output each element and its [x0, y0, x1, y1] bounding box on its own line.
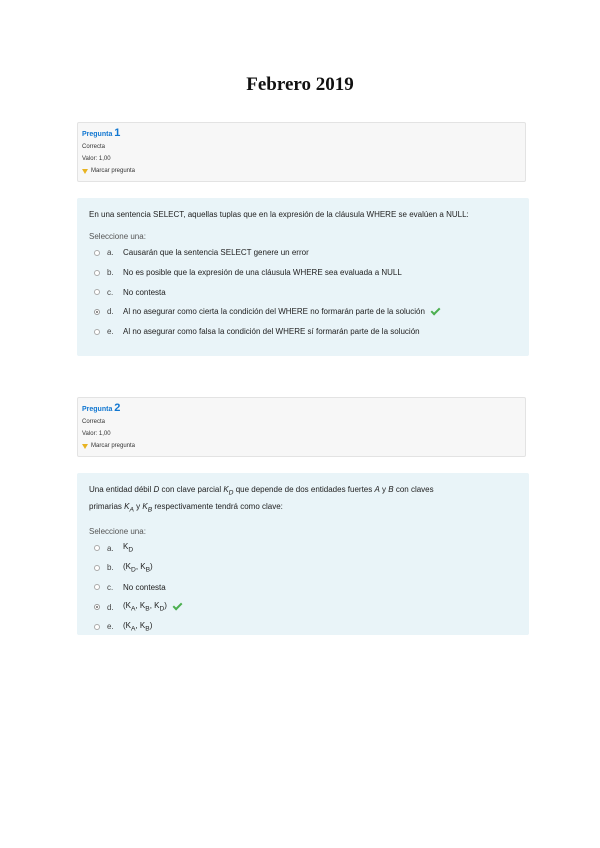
option-subscript: A [131, 605, 136, 613]
option-letter: d. [107, 602, 114, 612]
flag-question-button[interactable] [82, 440, 521, 452]
option-text [123, 621, 152, 633]
text-part: B [147, 506, 153, 514]
option-text [123, 601, 167, 613]
text-part: K [223, 485, 229, 494]
option-text-part: , K [135, 601, 146, 611]
page-title: Febrero 2019 [246, 74, 354, 95]
option-letter: e. [107, 622, 114, 632]
option-text-part: (K [123, 620, 131, 630]
option-text-part: , K [135, 561, 146, 571]
option-text-part: (K [123, 601, 131, 611]
answer-option-c[interactable] [89, 282, 519, 302]
radio-button[interactable] [94, 565, 100, 571]
option-letter: c. [107, 582, 114, 592]
option-letter: a. [107, 248, 114, 258]
text-part: y [379, 485, 389, 494]
radio-button[interactable] [94, 250, 100, 256]
radio-button-selected[interactable] [94, 604, 100, 610]
select-prompt: Seleccione una: [89, 527, 146, 537]
option-text-part: , K [135, 620, 146, 630]
radio-button[interactable] [94, 584, 100, 590]
question-number [82, 127, 521, 141]
text-part: A [129, 506, 134, 514]
option-letter: c. [107, 287, 114, 297]
question-text: En una sentencia SELECT, aquellas tuplas que en la expresión de la cláusula WHERE se evalúen a NULL: [89, 210, 469, 219]
text-part: con clave parcial [159, 485, 224, 494]
question-2-content [77, 473, 529, 635]
answer-option-d[interactable] [89, 302, 519, 322]
option-letter: a. [107, 543, 114, 553]
option-subscript: B [145, 566, 151, 574]
option-letter: e. [107, 327, 114, 337]
radio-button[interactable] [94, 329, 100, 335]
question-number-value: 1 [114, 127, 121, 139]
question-1-info [77, 122, 526, 182]
option-text-part: , K [149, 601, 160, 611]
radio-button[interactable] [94, 545, 100, 551]
text-part: K [142, 501, 148, 511]
text-part: K [124, 501, 130, 511]
question-status: Correcta [82, 144, 106, 150]
text-part: que depende de dos entidades fuertes [233, 485, 375, 494]
option-subscript: B [145, 605, 150, 613]
text-part: con claves [393, 485, 434, 494]
option-subscript: D [128, 546, 134, 554]
question-2-info [77, 397, 526, 457]
answer-option-a[interactable] [89, 538, 519, 558]
text-part: B [388, 485, 394, 494]
question-score: Valor: 1,00 [82, 431, 111, 437]
option-letter: b. [107, 268, 114, 278]
answer-option-a[interactable] [89, 243, 519, 263]
flag-question-label: Marcar pregunta [91, 168, 136, 174]
text-part: y [133, 501, 143, 511]
option-text: No contesta [123, 287, 166, 297]
question-label: Pregunta [82, 131, 113, 138]
option-letter: d. [107, 307, 114, 317]
check-icon [430, 305, 440, 315]
radio-button[interactable] [94, 289, 100, 295]
answer-option-d[interactable] [89, 597, 519, 617]
option-subscript: D [131, 566, 136, 574]
text-part: D [228, 489, 234, 497]
question-status: Correcta [82, 419, 106, 425]
flag-icon [82, 169, 88, 174]
radio-button[interactable] [94, 624, 100, 630]
option-text: Al no asegurar como cierta la condición del WHERE no formarán parte de la solución [123, 307, 425, 317]
option-text-part: ) [150, 561, 153, 571]
option-letter: b. [107, 563, 114, 573]
answer-option-b[interactable] [89, 558, 519, 578]
option-subscript: A [131, 625, 136, 633]
question-1-content [77, 198, 529, 356]
option-text-part: ) [164, 601, 167, 611]
option-text [123, 562, 153, 574]
flag-icon [82, 444, 88, 449]
option-text [123, 542, 133, 554]
option-text: Causarán que la sentencia SELECT genere un error [123, 248, 309, 258]
answer-option-e[interactable] [89, 322, 519, 342]
text-part: respectivamente tendrá como clave: [152, 501, 283, 511]
question-number [82, 402, 521, 416]
question-label: Pregunta [82, 406, 113, 413]
check-icon [173, 601, 183, 611]
option-subscript: D [159, 605, 165, 613]
answer-option-b[interactable] [89, 263, 519, 283]
text-part: A [374, 485, 380, 494]
text-part: D [153, 485, 160, 494]
flag-question-button[interactable] [82, 165, 521, 177]
option-text: Al no asegurar como falsa la condición del WHERE sí formarán parte de la solución [123, 327, 420, 337]
option-text-part: K [123, 542, 129, 552]
answer-option-e[interactable] [89, 617, 519, 637]
radio-button-selected[interactable] [94, 309, 100, 315]
radio-button[interactable] [94, 270, 100, 276]
select-prompt: Seleccione una: [89, 232, 146, 241]
answer-options [89, 538, 519, 636]
text-part: Una entidad débil [89, 485, 154, 494]
option-subscript: B [145, 625, 150, 633]
answer-options [89, 243, 519, 341]
option-text-part: ) [149, 620, 153, 630]
text-part: primarias [89, 501, 125, 511]
question-text [89, 483, 519, 516]
question-number-value: 2 [114, 402, 121, 414]
question-score: Valor: 1,00 [82, 156, 111, 162]
option-text: No contesta [123, 582, 166, 592]
option-text-part: (K [123, 561, 131, 571]
answer-option-c[interactable] [89, 578, 519, 598]
flag-question-label: Marcar pregunta [91, 443, 136, 449]
option-text: No es posible que la expresión de una cláusula WHERE sea evaluada a NULL [123, 268, 402, 278]
